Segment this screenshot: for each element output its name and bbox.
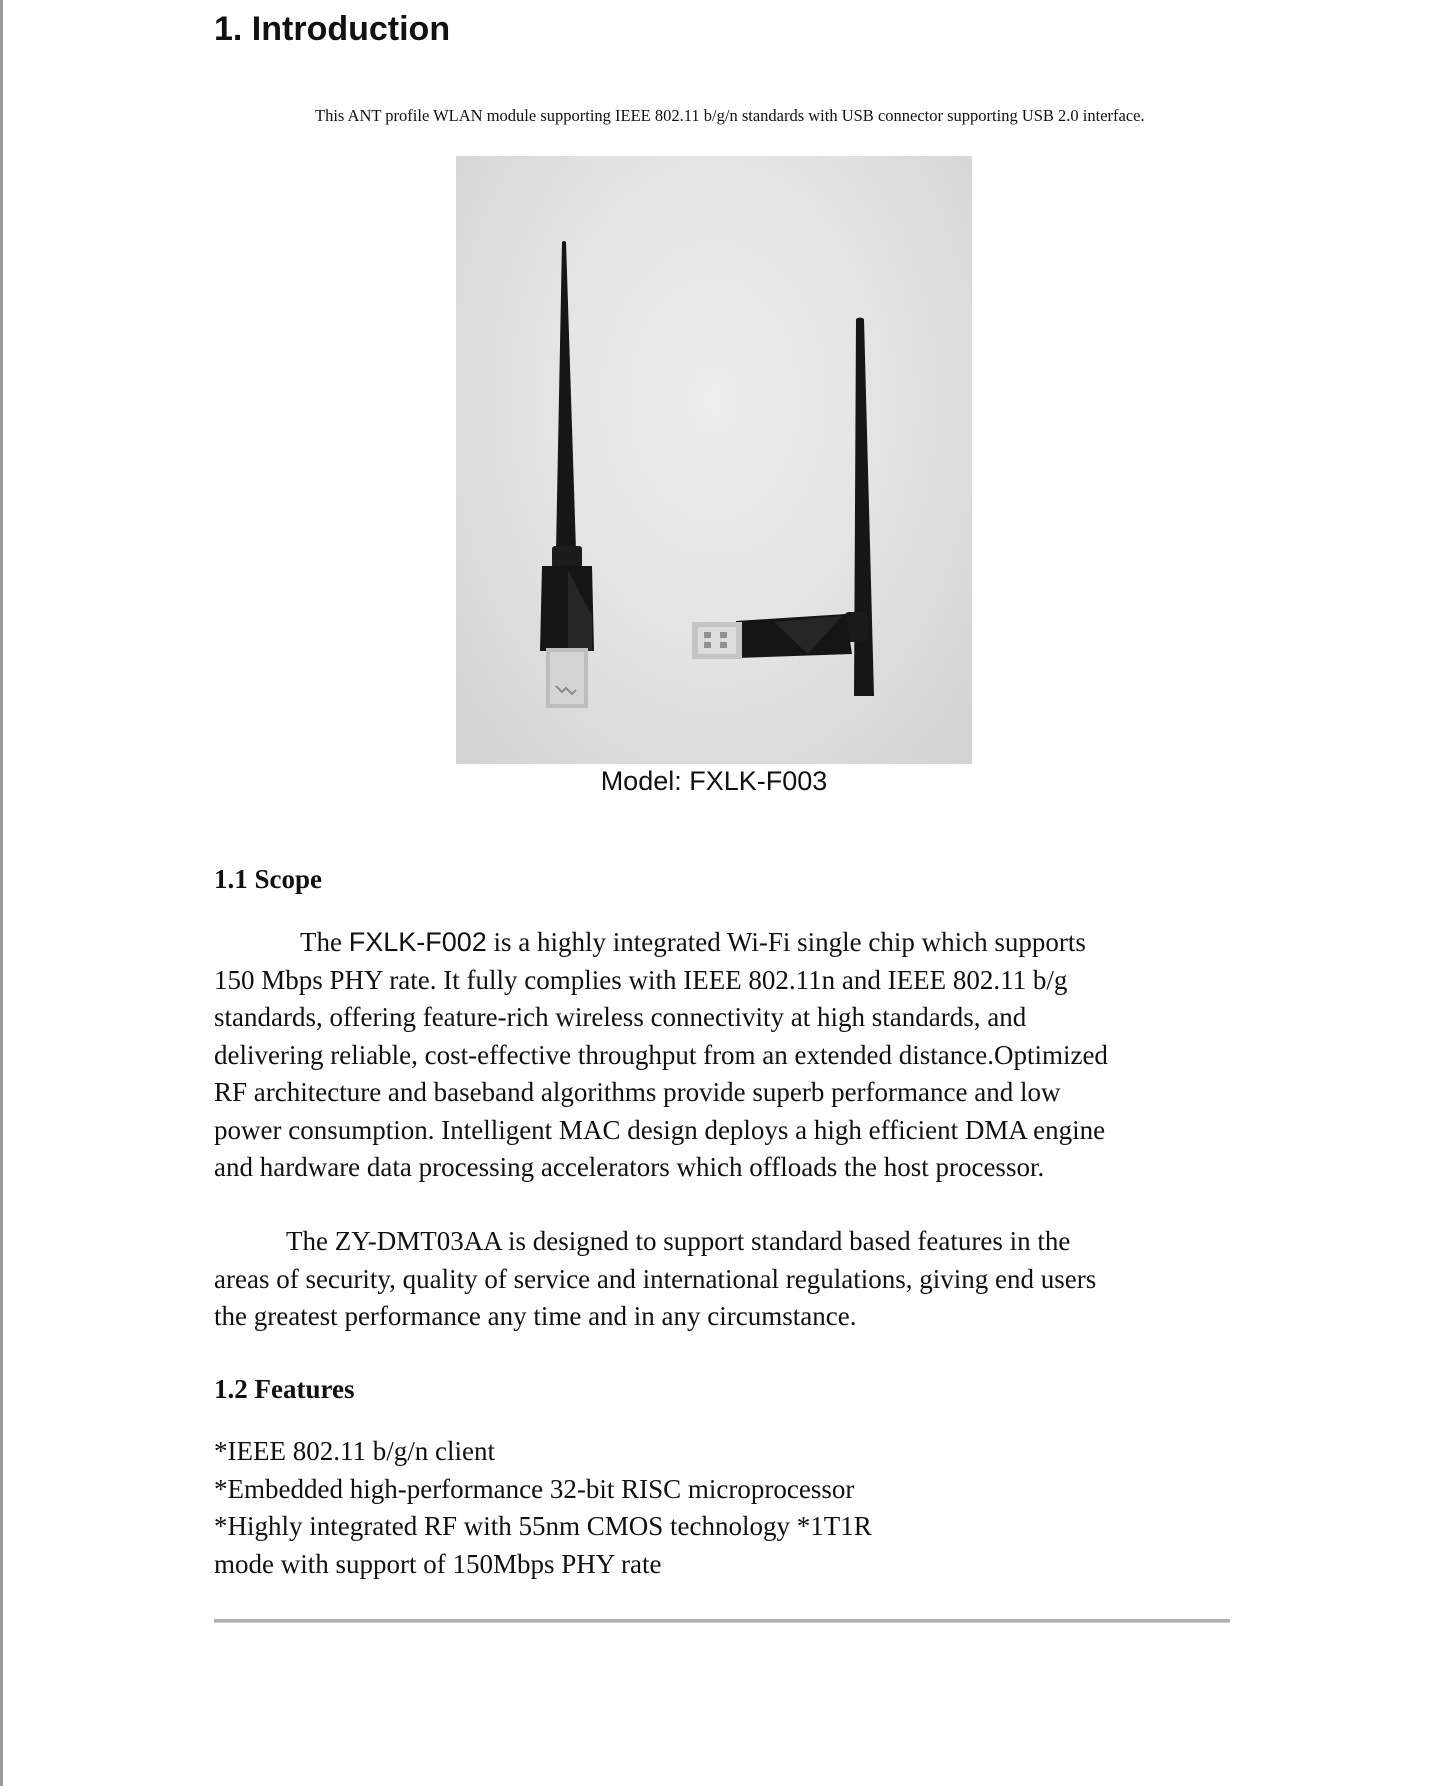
- scope-p1-line: standards, offering feature-rich wireless connectivity at high standards, and: [214, 1002, 1027, 1032]
- model-number: FXLK-F002: [348, 927, 487, 957]
- scope-p1-line: The FXLK-F002 is a highly integrated Wi-Fi single chip which supports: [300, 927, 1086, 957]
- product-photo: [456, 156, 972, 764]
- intro-text: This ANT profile WLAN module supporting IEEE 802.11 b/g/n standards with USB connector supporting USB 2.0 interface.: [315, 106, 1145, 125]
- scope-p2-line: the greatest performance any time and in any circumstance.: [214, 1301, 857, 1331]
- usb-wifi-adapters-illustration: [456, 156, 972, 764]
- scope-p2-line: The ZY-DMT03AA is designed to support standard based features in the: [286, 1226, 1071, 1256]
- section-heading-introduction: 1. Introduction: [214, 10, 451, 48]
- feature-item: *IEEE 802.11 b/g/n client: [214, 1436, 495, 1466]
- feature-item: *Embedded high-performance 32-bit RISC microprocessor: [214, 1473, 855, 1504]
- section-heading-scope: 1.1 Scope: [214, 864, 322, 894]
- feature-item: *Highly integrated RF with 55nm CMOS technology *1T1R: [214, 1511, 872, 1541]
- scope-paragraph-2: [214, 1223, 1234, 1336]
- scope-p1-line: power consumption. Intelligent MAC design deploys a high efficient DMA engine: [214, 1114, 1106, 1145]
- scope-p2-line: areas of security, quality of service and international regulations, giving end users: [214, 1263, 1097, 1294]
- right-usb-adapter: [692, 318, 874, 697]
- scope-p1-line: 150 Mbps PHY rate. It fully complies with IEEE 802.11n and IEEE 802.11 b/g: [214, 964, 1068, 995]
- scope-p1-line: delivering reliable, cost-effective throughput from an extended distance.Optimized: [214, 1039, 1108, 1070]
- scope-p1-line: RF architecture and baseband algorithms provide superb performance and low: [214, 1077, 1061, 1107]
- page-left-edge: [0, 0, 3, 1786]
- horizontal-rule: [214, 1619, 1230, 1623]
- scope-p1-line: and hardware data processing accelerators which offloads the host processor.: [214, 1152, 1045, 1182]
- features-list: [214, 1433, 872, 1583]
- left-usb-adapter: [540, 241, 594, 708]
- feature-item: mode with support of 150Mbps PHY rate: [214, 1548, 662, 1579]
- figure-caption: Model: FXLK-F003: [600, 766, 828, 796]
- section-heading-features: 1.2 Features: [214, 1374, 355, 1404]
- scope-paragraph-1: [214, 924, 1234, 1187]
